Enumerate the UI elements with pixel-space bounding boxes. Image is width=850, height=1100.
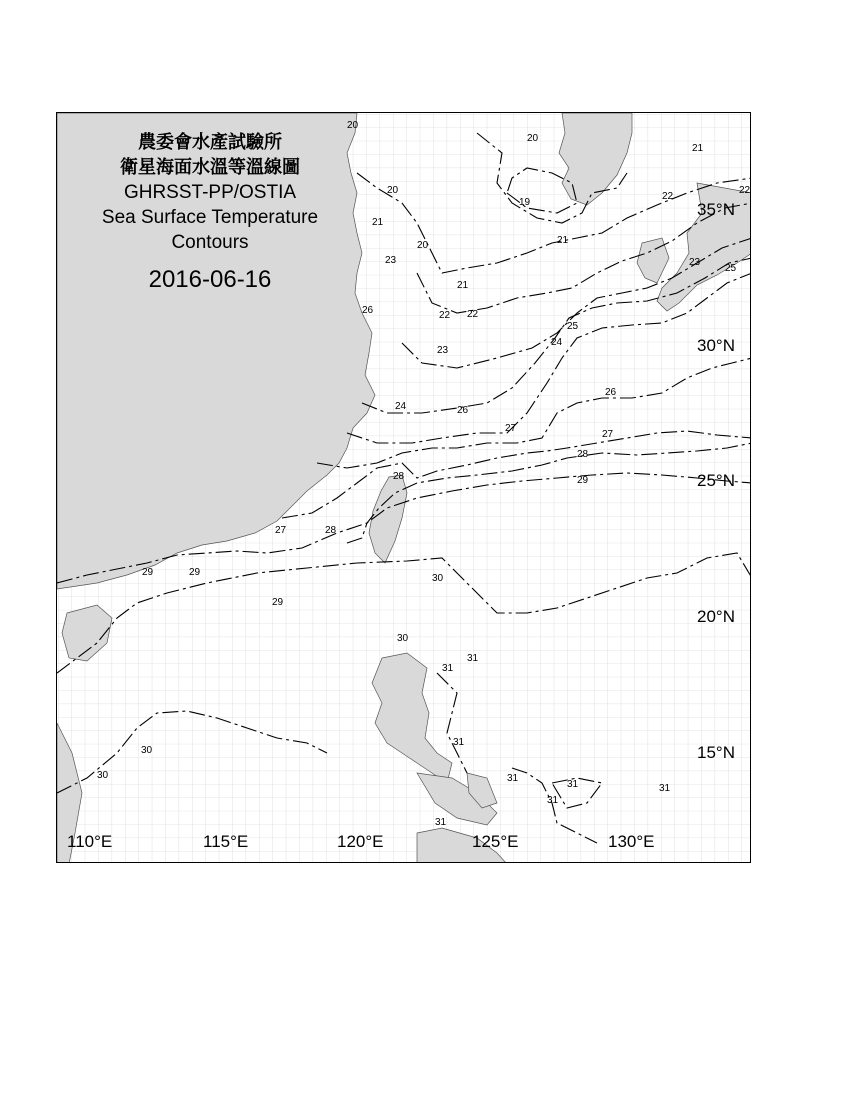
contour-label-31: 31 — [659, 783, 671, 794]
contour-label-20: 20 — [417, 240, 429, 251]
contour-label-31: 31 — [435, 817, 447, 828]
contour-label-29: 29 — [272, 597, 284, 608]
lat-label-30: 30°N — [697, 336, 735, 355]
contour-label-22: 22 — [439, 310, 451, 321]
contour-label-31: 31 — [442, 663, 454, 674]
contour-label-28: 28 — [577, 449, 589, 460]
title-dataset: GHRSST-PP/OSTIA — [123, 182, 297, 203]
lon-label-130: 130°E — [608, 832, 655, 851]
contour-label-30: 30 — [141, 745, 153, 756]
title-block — [60, 130, 360, 292]
contour-label-25: 25 — [725, 263, 737, 274]
contour-label-30: 30 — [397, 633, 409, 644]
lon-label-120: 120°E — [337, 832, 384, 851]
contour-label-22: 22 — [467, 309, 479, 320]
title-chart-name-zh: 衛星海面水溫等溫線圖 — [120, 157, 300, 178]
contour-label-23: 23 — [437, 345, 449, 356]
contour-label-31: 31 — [507, 773, 519, 784]
contour-label-22: 22 — [662, 191, 674, 202]
contour-label-26: 26 — [457, 405, 469, 416]
lat-label-25: 25°N — [697, 471, 735, 490]
contour-label-24: 24 — [551, 337, 563, 348]
contour-label-31: 31 — [453, 737, 465, 748]
title-chart-name-en-2: Contours — [171, 232, 249, 253]
contour-label-27: 27 — [602, 429, 614, 440]
contour-label-22: 22 — [739, 185, 751, 196]
contour-label-21: 21 — [457, 280, 469, 291]
contour-label-31: 31 — [467, 653, 479, 664]
contour-label-23: 23 — [689, 257, 701, 268]
title-chart-name-en: Sea Surface Temperature — [101, 207, 319, 228]
title-institute: 農委會水產試驗所 — [138, 132, 282, 153]
contour-label-25: 25 — [567, 321, 579, 332]
contour-label-19: 19 — [519, 197, 531, 208]
contour-label-26: 26 — [362, 305, 374, 316]
contour-label-23: 23 — [385, 255, 397, 266]
contour-label-24: 24 — [395, 401, 407, 412]
contour-label-30: 30 — [97, 770, 109, 781]
contour-label-21: 21 — [692, 143, 704, 154]
map-date: 2016-06-16 — [148, 266, 272, 293]
contour-label-27: 27 — [275, 525, 287, 536]
contour-label-26: 26 — [605, 387, 617, 398]
lon-label-125: 125°E — [472, 832, 519, 851]
contour-label-20: 20 — [387, 185, 399, 196]
contour-label-21: 21 — [372, 217, 384, 228]
lat-label-35: 35°N — [697, 200, 735, 219]
lon-label-110: 110°E — [67, 832, 113, 851]
contour-label-27: 27 — [505, 423, 517, 434]
contour-label-31: 31 — [547, 795, 559, 806]
contour-label-29: 29 — [577, 475, 589, 486]
contour-label-20: 20 — [527, 133, 539, 144]
contour-label-30: 30 — [432, 573, 444, 584]
contour-label-28: 28 — [325, 525, 337, 536]
contour-label-29: 29 — [142, 567, 154, 578]
lon-label-115: 115°E — [203, 832, 249, 851]
lat-label-15: 15°N — [697, 743, 735, 762]
contour-label-29: 29 — [189, 567, 201, 578]
contour-label-31: 31 — [567, 779, 579, 790]
contour-label-20: 20 — [347, 120, 359, 131]
lat-label-20: 20°N — [697, 607, 735, 626]
contour-label-28: 28 — [393, 471, 405, 482]
contour-label-21: 21 — [557, 235, 569, 246]
